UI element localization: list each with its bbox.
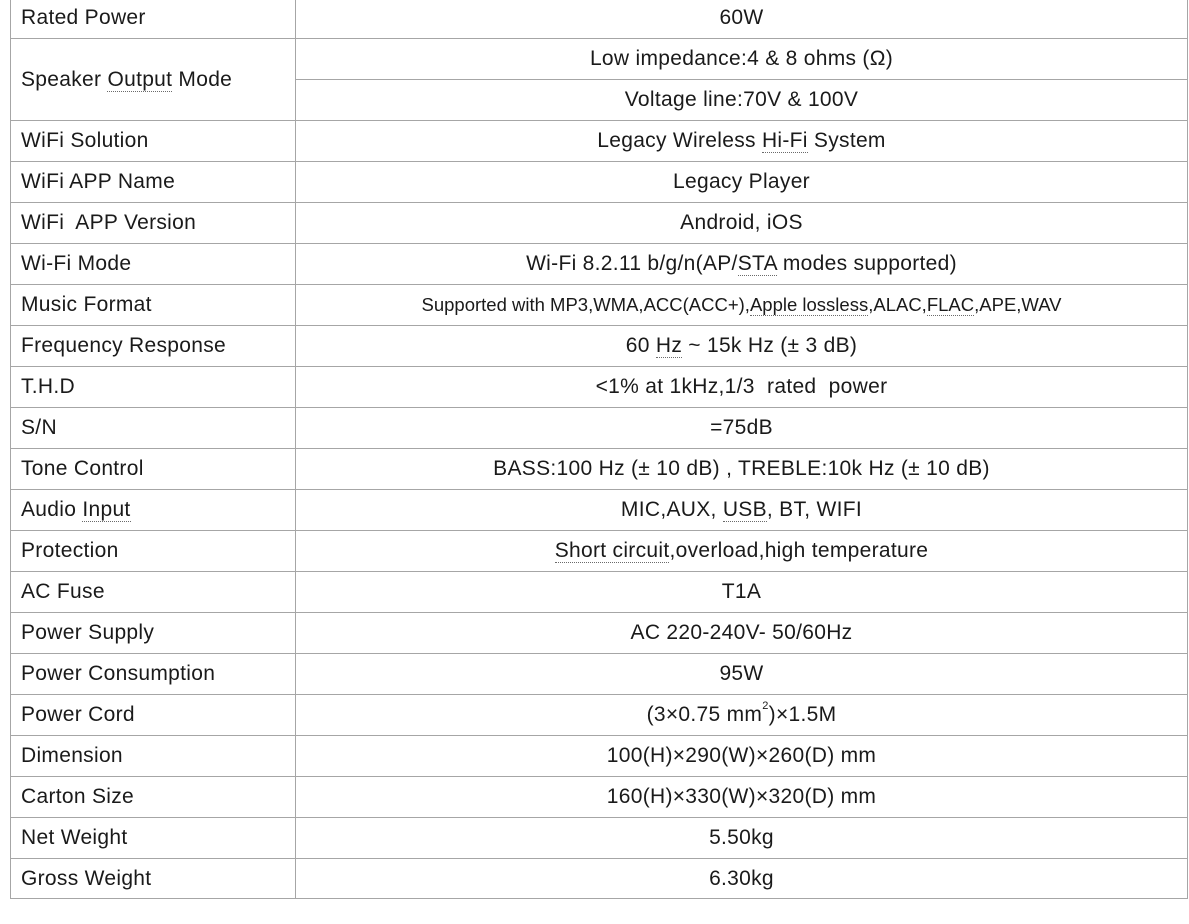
spec-value — [296, 695, 1188, 736]
spec-label: Power Cord — [11, 695, 296, 736]
spec-label-text: Output — [107, 67, 173, 91]
table-row — [11, 39, 1188, 80]
spec-label: Rated Power — [11, 0, 296, 39]
spec-value — [296, 121, 1188, 162]
spec-value-text: Legacy Wireless — [597, 129, 762, 152]
table-row — [11, 367, 1188, 408]
spec-value-text: modes supported) — [776, 252, 957, 275]
spec-label: Tone Control — [11, 449, 296, 490]
spec-value-text: , BT, WIFI — [766, 498, 863, 521]
spec-value-text: (3×0.75 mm — [646, 703, 763, 726]
spec-value: 95W — [296, 654, 1188, 695]
spec-value-text: Supported with MP3,WMA,ACC(ACC+), — [421, 294, 750, 315]
spec-label: Dimension — [11, 736, 296, 777]
spec-value: T1A — [296, 572, 1188, 613]
table-row — [11, 695, 1188, 736]
spec-value: Low impedance:4 & 8 ohms (Ω) — [296, 39, 1188, 80]
spec-value: Legacy Player — [296, 162, 1188, 203]
table-row — [11, 736, 1188, 777]
spec-value: Android, iOS — [296, 203, 1188, 244]
spec-value — [296, 326, 1188, 367]
spec-label: WiFi APP Name — [11, 162, 296, 203]
spec-label: S/N — [11, 408, 296, 449]
spec-value: 160(H)×330(W)×320(D) mm — [296, 777, 1188, 818]
spec-label: Power Consumption — [11, 654, 296, 695]
table-row — [11, 572, 1188, 613]
spec-label: AC Fuse — [11, 572, 296, 613]
table-row — [11, 162, 1188, 203]
spec-label: T.H.D — [11, 367, 296, 408]
spec-value-text: ,overload,high temperature — [669, 539, 929, 562]
spec-value-text: FLAC — [926, 294, 975, 315]
spec-value-text: Hz — [655, 334, 683, 357]
spec-value-text: MIC,AUX, — [620, 498, 723, 521]
spec-value: 100(H)×290(W)×260(D) mm — [296, 736, 1188, 777]
spec-label: Carton Size — [11, 777, 296, 818]
spec-label-text: Input — [82, 498, 131, 521]
spec-value-text: System — [807, 129, 886, 152]
spec-label-text: Audio — [21, 498, 83, 521]
spec-value — [296, 531, 1188, 572]
spec-value: 5.50kg — [296, 818, 1188, 859]
spec-value-text: Short circuit — [554, 539, 670, 562]
table-row — [11, 121, 1188, 162]
spec-label: Music Format — [11, 285, 296, 326]
spec-table — [10, 0, 1188, 899]
spec-label: WiFi Solution — [11, 121, 296, 162]
table-row — [11, 408, 1188, 449]
table-row — [11, 326, 1188, 367]
table-row — [11, 449, 1188, 490]
table-row — [11, 285, 1188, 326]
spec-value: <1% at 1kHz,1/3 rated power — [296, 367, 1188, 408]
spec-value — [296, 490, 1188, 531]
spec-value-text: 60 — [625, 334, 656, 357]
spec-value: AC 220-240V- 50/60Hz — [296, 613, 1188, 654]
superscript: 2 — [762, 700, 769, 712]
spec-label-text: Mode — [172, 67, 233, 91]
table-row — [11, 654, 1188, 695]
table-row — [11, 613, 1188, 654]
spec-label: WiFi APP Version — [11, 203, 296, 244]
spec-value-text: STA — [737, 252, 777, 275]
spec-value-text: ~ 15k Hz (± 3 dB) — [682, 334, 858, 357]
spec-value-text: ,ALAC, — [868, 294, 927, 315]
spec-label — [11, 490, 296, 531]
spec-value-text: )×1.5M — [768, 703, 837, 726]
spec-label: Protection — [11, 531, 296, 572]
table-row — [11, 818, 1188, 859]
spec-value — [296, 285, 1188, 326]
spec-label-text: Speaker — [21, 67, 108, 91]
spec-value: 6.30kg — [296, 859, 1188, 899]
spec-value-text: Wi-Fi 8.2.11 b/g/n(AP/ — [526, 252, 738, 275]
table-row — [11, 244, 1188, 285]
spec-label: Gross Weight — [11, 859, 296, 899]
spec-value-text: USB — [722, 498, 767, 521]
table-row — [11, 0, 1188, 39]
table-row — [11, 777, 1188, 818]
spec-value: =75dB — [296, 408, 1188, 449]
table-row — [11, 531, 1188, 572]
spec-label: Frequency Response — [11, 326, 296, 367]
spec-label — [11, 39, 296, 121]
table-row — [11, 859, 1188, 899]
spec-value-text: Hi-Fi — [761, 129, 808, 152]
spec-label: Net Weight — [11, 818, 296, 859]
spec-value: BASS:100 Hz (± 10 dB) , TREBLE:10k Hz (± 10 dB) — [296, 449, 1188, 490]
spec-value: Voltage line:70V & 100V — [296, 80, 1188, 121]
spec-value — [296, 244, 1188, 285]
spec-label: Power Supply — [11, 613, 296, 654]
spec-label: Wi-Fi Mode — [11, 244, 296, 285]
spec-value-text: ,APE,WAV — [974, 294, 1062, 315]
table-row — [11, 203, 1188, 244]
table-row — [11, 490, 1188, 531]
spec-value: 60W — [296, 0, 1188, 39]
spec-value-text: Apple lossless — [749, 294, 869, 315]
